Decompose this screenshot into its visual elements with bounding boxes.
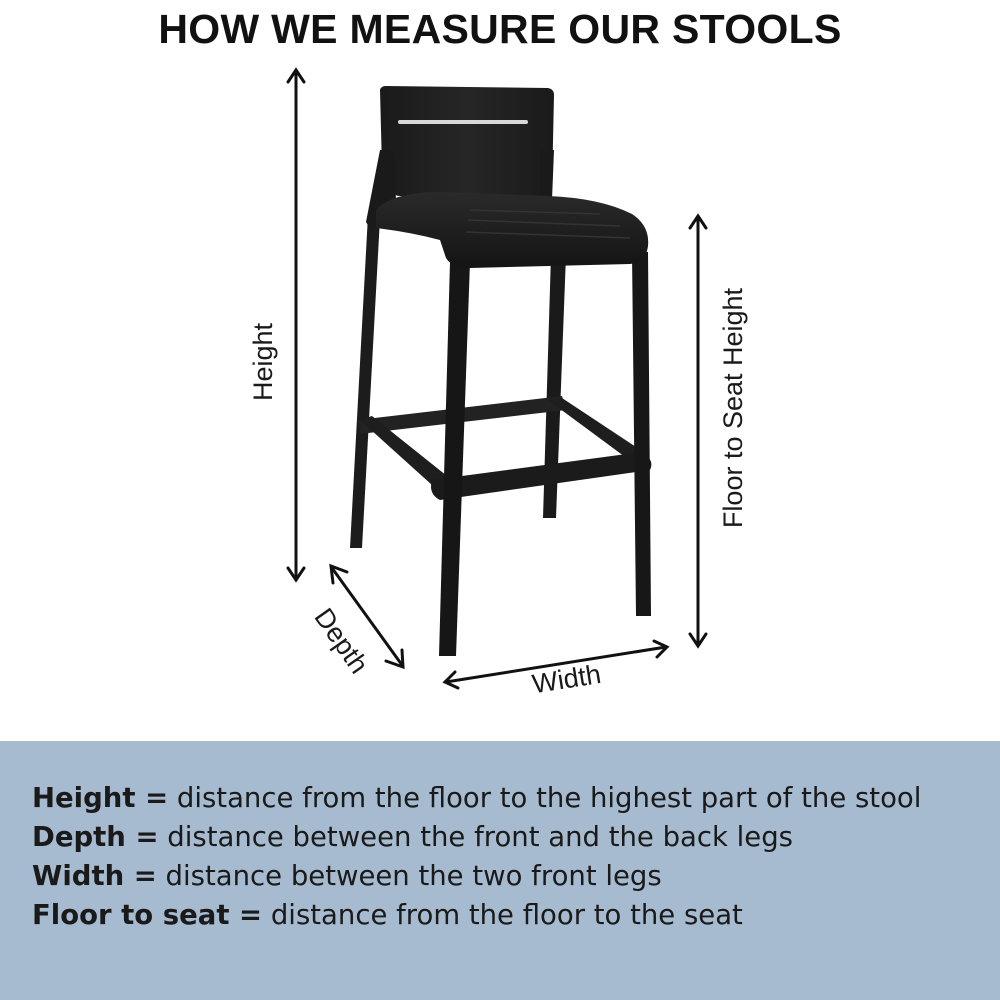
definitions-panel — [0, 741, 1000, 1000]
page-title: HOW WE MEASURE OUR STOOLS — [158, 6, 842, 52]
definition-text: distance from the floor to the seat — [270, 899, 743, 931]
floor-to-seat-label: Floor to Seat Height — [718, 287, 748, 529]
definition-text: distance from the floor to the highest part of the stool — [176, 782, 922, 814]
floor-to-seat-arrow — [690, 216, 706, 646]
definition-term: Floor to seat = — [32, 899, 263, 931]
depth-label: Depth — [308, 602, 375, 679]
width-label: Width — [530, 658, 604, 700]
front-footrest — [431, 452, 651, 500]
front-left-leg — [439, 262, 470, 656]
definition-text: distance between the two front legs — [165, 860, 662, 892]
definition-term: Height = — [32, 782, 169, 814]
bar-stool-image — [350, 86, 651, 656]
height-arrow — [288, 70, 304, 580]
height-label: Height — [248, 322, 278, 402]
definition-text: distance between the front and the back legs — [167, 821, 794, 853]
front-right-leg — [632, 252, 651, 616]
backrest — [380, 86, 554, 196]
backrest-slot — [398, 120, 528, 124]
definition-width — [32, 857, 921, 896]
definition-term: Depth = — [32, 821, 159, 853]
back-left-leg — [350, 215, 380, 548]
definition-term: Width = — [32, 860, 157, 892]
definition-depth — [32, 818, 921, 857]
definition-floor-to-seat — [32, 896, 921, 935]
definition-height — [32, 779, 921, 818]
definitions-list — [32, 779, 921, 935]
seat — [376, 192, 648, 268]
